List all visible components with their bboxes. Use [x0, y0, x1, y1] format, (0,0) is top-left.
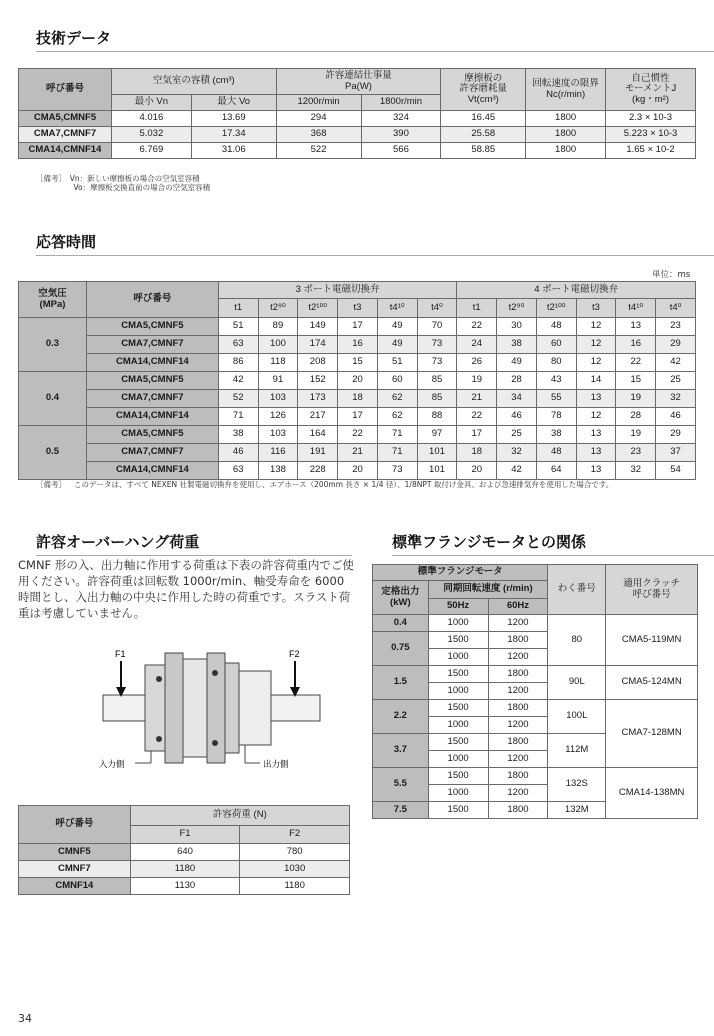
spec-cell-vmin: 5.032: [111, 127, 191, 143]
motor-speed-60hz: 1200: [488, 649, 548, 666]
motor-clutch: CMA5-119MN: [606, 615, 698, 666]
response-cell: 174: [298, 336, 338, 354]
spec-notes: [36, 174, 210, 193]
response-cell: 22: [457, 318, 497, 336]
response-cell: 38: [218, 426, 258, 444]
response-cell: 20: [338, 372, 378, 390]
spec-cell-inertia: 2.3 × 10-3: [606, 111, 696, 127]
motor-speed-60hz: 1200: [488, 751, 548, 768]
response-cell: 52: [218, 390, 258, 408]
response-row-name: CMA5,CMNF5: [86, 426, 218, 444]
response-cell: 49: [377, 318, 417, 336]
response-cell: 13: [576, 462, 616, 480]
motor-frame: 80: [548, 615, 606, 666]
spec-cell-p1200: 368: [276, 127, 361, 143]
response-cell: 78: [536, 408, 576, 426]
spec-cell-vmin: 4.016: [111, 111, 191, 127]
table-row: [19, 878, 350, 895]
spec-table: [18, 68, 696, 159]
response-cell: 48: [536, 318, 576, 336]
motor-speed-60hz: 1800: [488, 802, 548, 819]
response-cell: 14: [576, 372, 616, 390]
overhang-header-name: 呼び番号: [19, 806, 131, 844]
response-cell: 15: [616, 372, 656, 390]
response-cell: 55: [536, 390, 576, 408]
response-header-valve4: 4 ポート電磁切換弁: [457, 282, 696, 299]
response-cell: 12: [576, 318, 616, 336]
response-cell: 25: [497, 426, 537, 444]
overhang-paragraph: CMNF 形の入、出力軸に作用する荷重は下表の許容荷重内でご使用ください。許容荷重は回転数 1000r/min、軸受寿命を 6000 時間とし、入出力軸の中央に作用した時の荷重です。スラスト荷重は考慮していません。: [18, 558, 354, 620]
spec-note-line: ［備考］ Vn：新しい摩擦板の場合の空気室容積: [36, 174, 200, 183]
table-row: [19, 444, 696, 462]
response-cell: 64: [536, 462, 576, 480]
motor-clutch: CMA5-124MN: [606, 666, 698, 700]
response-cell: 63: [218, 336, 258, 354]
response-col-header: t4¹⁰: [377, 299, 417, 318]
response-cell: 63: [218, 462, 258, 480]
response-cell: 80: [536, 354, 576, 372]
table-row: [373, 615, 698, 632]
response-pressure: 0.5: [19, 426, 87, 480]
table-row: [373, 666, 698, 683]
response-cell: 15: [338, 354, 378, 372]
response-cell: 54: [656, 462, 696, 480]
motor-speed-50hz: 1000: [428, 649, 488, 666]
motor-header-motor: 標準フランジモータ: [373, 565, 548, 581]
response-cell: 23: [656, 318, 696, 336]
overhang-section-title: 許容オーバーハング荷重: [36, 531, 352, 556]
motor-output: 0.4: [373, 615, 429, 632]
response-col-header: t4⁰: [656, 299, 696, 318]
table-row: [19, 143, 696, 159]
motor-frame: 132S: [548, 768, 606, 802]
response-cell: 13: [576, 390, 616, 408]
response-row-name: CMA7,CMNF7: [86, 444, 218, 462]
spec-cell-p1200: 522: [276, 143, 361, 159]
motor-speed-50hz: 1500: [428, 768, 488, 785]
response-cell: 17: [338, 408, 378, 426]
spec-row-name: CMA5,CMNF5: [19, 111, 112, 127]
response-cell: 46: [656, 408, 696, 426]
table-row: [19, 861, 350, 878]
response-cell: 101: [417, 462, 457, 480]
spec-row-name: CMA14,CMNF14: [19, 143, 112, 159]
overhang-cell-f1: 1130: [130, 878, 240, 895]
response-pressure: 0.3: [19, 318, 87, 372]
motor-table: [372, 564, 698, 819]
table-row: [19, 390, 696, 408]
motor-speed-50hz: 1000: [428, 615, 488, 632]
response-cell: 17: [457, 426, 497, 444]
response-cell: 97: [417, 426, 457, 444]
motor-header-output: 定格出力 (kW): [373, 581, 429, 615]
spec-header-wear: 摩擦板の 許容磨耗量 Vt(cm³): [441, 69, 526, 111]
motor-speed-50hz: 1500: [428, 734, 488, 751]
overhang-row-name: CMNF5: [19, 844, 131, 861]
response-cell: 43: [536, 372, 576, 390]
response-cell: 164: [298, 426, 338, 444]
response-cell: 25: [656, 372, 696, 390]
response-cell: 208: [298, 354, 338, 372]
spec-cell-inertia: 1.65 × 10-2: [606, 143, 696, 159]
response-col-header: t3: [576, 299, 616, 318]
response-col-header: t4⁰: [417, 299, 457, 318]
motor-speed-60hz: 1800: [488, 734, 548, 751]
spec-section-title: 技術データ: [36, 27, 714, 52]
response-col-header: t1: [457, 299, 497, 318]
response-cell: 73: [417, 354, 457, 372]
input-side-label: 入力側: [99, 760, 125, 770]
response-cell: 37: [656, 444, 696, 462]
motor-clutch: CMA7-128MN: [606, 700, 698, 768]
response-cell: 73: [417, 336, 457, 354]
table-row: [19, 372, 696, 390]
overhang-header-f1: F1: [130, 826, 240, 844]
motor-section-title: 標準フランジモータとの関係: [392, 531, 714, 556]
f1-label: F1: [115, 649, 126, 659]
response-cell: 42: [497, 462, 537, 480]
response-cell: 88: [417, 408, 457, 426]
response-header-pressure: 空気圧 (MPa): [19, 282, 87, 318]
response-cell: 19: [457, 372, 497, 390]
motor-speed-60hz: 1200: [488, 785, 548, 802]
table-row: [19, 318, 696, 336]
spec-cell-vmax: 17.34: [191, 127, 276, 143]
response-cell: 49: [497, 354, 537, 372]
spec-cell-p1200: 294: [276, 111, 361, 127]
motor-speed-60hz: 1200: [488, 683, 548, 700]
motor-speed-50hz: 1000: [428, 683, 488, 700]
response-header-valve3: 3 ポート電磁切換弁: [218, 282, 457, 299]
spec-row-name: CMA7,CMNF7: [19, 127, 112, 143]
response-cell: 16: [616, 336, 656, 354]
spec-header-power-1800: 1800r/min: [361, 95, 441, 111]
response-cell: 13: [616, 318, 656, 336]
response-cell: 138: [258, 462, 298, 480]
motor-speed-50hz: 1500: [428, 802, 488, 819]
motor-output: 7.5: [373, 802, 429, 819]
response-cell: 71: [377, 426, 417, 444]
response-cell: 18: [457, 444, 497, 462]
spec-cell-speed: 1800: [526, 111, 606, 127]
spec-header-speed: 回転速度の限界 Nc(r/min): [526, 69, 606, 111]
response-cell: 118: [258, 354, 298, 372]
response-cell: 49: [377, 336, 417, 354]
response-cell: 103: [258, 390, 298, 408]
response-cell: 71: [377, 444, 417, 462]
response-cell: 152: [298, 372, 338, 390]
response-cell: 29: [656, 336, 696, 354]
motor-speed-50hz: 1000: [428, 751, 488, 768]
overhang-table: [18, 805, 350, 895]
response-table: [18, 281, 696, 480]
motor-speed-60hz: 1800: [488, 632, 548, 649]
response-cell: 21: [338, 444, 378, 462]
motor-speed-50hz: 1000: [428, 717, 488, 734]
response-cell: 89: [258, 318, 298, 336]
response-cell: 26: [457, 354, 497, 372]
motor-header-clutch: 適用クラッチ 呼び番号: [606, 565, 698, 615]
response-cell: 101: [417, 444, 457, 462]
spec-cell-vmax: 31.06: [191, 143, 276, 159]
response-note-text: このデータは、すべて NEXEN 社製電磁切換弁を使用し、エアホース（200mm 長さ × 1/4 径）、1/8NPT 取付け金具、および急速排気弁を使用した場合です。: [74, 480, 614, 489]
table-row: [19, 336, 696, 354]
response-cell: 28: [497, 372, 537, 390]
spec-cell-inertia: 5.223 × 10-3: [606, 127, 696, 143]
overhang-cell-f2: 780: [240, 844, 350, 861]
response-cell: 13: [576, 426, 616, 444]
response-row-name: CMA7,CMNF7: [86, 336, 218, 354]
response-cell: 51: [218, 318, 258, 336]
spec-cell-wear: 58.85: [441, 143, 526, 159]
motor-output: 0.75: [373, 632, 429, 666]
response-cell: 18: [338, 390, 378, 408]
response-cell: 12: [576, 336, 616, 354]
table-row: [19, 408, 696, 426]
motor-speed-60hz: 1200: [488, 717, 548, 734]
response-cell: 30: [497, 318, 537, 336]
response-cell: 24: [457, 336, 497, 354]
spec-cell-p1800: 566: [361, 143, 441, 159]
response-note: [36, 480, 696, 489]
response-note-label: ［備考］: [36, 480, 66, 489]
response-cell: 60: [377, 372, 417, 390]
motor-frame: 90L: [548, 666, 606, 700]
spec-cell-vmin: 6.769: [111, 143, 191, 159]
spec-header-volume-min: 最小 Vn: [111, 95, 191, 111]
response-col-header: t1: [218, 299, 258, 318]
table-row: [19, 426, 696, 444]
response-cell: 149: [298, 318, 338, 336]
spec-cell-p1800: 390: [361, 127, 441, 143]
overhang-header-f2: F2: [240, 826, 350, 844]
response-cell: 86: [218, 354, 258, 372]
response-cell: 60: [536, 336, 576, 354]
response-cell: 85: [417, 372, 457, 390]
response-cell: 32: [497, 444, 537, 462]
response-cell: 12: [576, 354, 616, 372]
response-cell: 38: [536, 426, 576, 444]
spec-header-volume-max: 最大 Vo: [191, 95, 276, 111]
overhang-cell-f2: 1180: [240, 878, 350, 895]
spec-cell-speed: 1800: [526, 127, 606, 143]
response-cell: 71: [218, 408, 258, 426]
response-cell: 46: [497, 408, 537, 426]
response-header-name: 呼び番号: [86, 282, 218, 318]
overhang-row-name: CMNF14: [19, 878, 131, 895]
motor-speed-60hz: 1800: [488, 700, 548, 717]
response-row-name: CMA14,CMNF14: [86, 408, 218, 426]
response-cell: 17: [338, 318, 378, 336]
response-cell: 100: [258, 336, 298, 354]
motor-speed-60hz: 1800: [488, 666, 548, 683]
response-cell: 20: [338, 462, 378, 480]
response-col-header: t2⁹⁰: [258, 299, 298, 318]
motor-output: 5.5: [373, 768, 429, 802]
response-cell: 28: [616, 408, 656, 426]
motor-header-50hz: 50Hz: [428, 599, 488, 615]
motor-output: 3.7: [373, 734, 429, 768]
response-cell: 42: [656, 354, 696, 372]
table-row: [373, 768, 698, 785]
response-col-header: t2¹⁰⁰: [536, 299, 576, 318]
response-col-header: t2¹⁰⁰: [298, 299, 338, 318]
response-cell: 217: [298, 408, 338, 426]
spec-header-name: 呼び番号: [19, 69, 112, 111]
response-cell: 73: [377, 462, 417, 480]
motor-frame: 132M: [548, 802, 606, 819]
table-row: [19, 844, 350, 861]
motor-speed-60hz: 1800: [488, 768, 548, 785]
response-cell: 191: [298, 444, 338, 462]
response-cell: 85: [417, 390, 457, 408]
response-cell: 19: [616, 390, 656, 408]
response-cell: 51: [377, 354, 417, 372]
motor-header-60hz: 60Hz: [488, 599, 548, 615]
response-cell: 32: [616, 462, 656, 480]
response-cell: 22: [457, 408, 497, 426]
response-col-header: t2⁹⁰: [497, 299, 537, 318]
response-cell: 62: [377, 390, 417, 408]
motor-output: 1.5: [373, 666, 429, 700]
spec-header-inertia: 自己慣性 モーメントJ (kg・m²): [606, 69, 696, 111]
output-side-label: 出力側: [263, 760, 289, 770]
overhang-cell-f1: 1180: [130, 861, 240, 878]
motor-speed-50hz: 1000: [428, 785, 488, 802]
motor-header-speed: 同期回転速度 (r/min): [428, 581, 548, 599]
motor-frame: 112M: [548, 734, 606, 768]
motor-frame: 100L: [548, 700, 606, 734]
response-cell: 91: [258, 372, 298, 390]
overhang-row-name: CMNF7: [19, 861, 131, 878]
response-unit: 単位：ms: [652, 270, 691, 280]
motor-speed-60hz: 1200: [488, 615, 548, 632]
f2-label: F2: [289, 649, 300, 659]
response-cell: 103: [258, 426, 298, 444]
response-pressure: 0.4: [19, 372, 87, 426]
spec-cell-vmax: 13.69: [191, 111, 276, 127]
spec-note-line: Vo：摩擦板交換直前の場合の空気室容積: [36, 183, 211, 193]
spec-cell-wear: 25.58: [441, 127, 526, 143]
response-cell: 19: [616, 426, 656, 444]
table-row: [19, 111, 696, 127]
spec-cell-p1800: 324: [361, 111, 441, 127]
spec-cell-wear: 16.45: [441, 111, 526, 127]
response-cell: 62: [377, 408, 417, 426]
spec-header-power: 許容連結仕事量 Pa(W): [276, 69, 441, 95]
motor-clutch: CMA14-138MN: [606, 768, 698, 819]
motor-speed-50hz: 1500: [428, 700, 488, 717]
motor-speed-50hz: 1500: [428, 666, 488, 683]
overhang-cell-f2: 1030: [240, 861, 350, 878]
response-cell: 173: [298, 390, 338, 408]
response-cell: 126: [258, 408, 298, 426]
motor-speed-50hz: 1500: [428, 632, 488, 649]
table-row: [19, 127, 696, 143]
response-cell: 16: [338, 336, 378, 354]
response-cell: 23: [616, 444, 656, 462]
overhang-header-load: 許容荷重 (N): [130, 806, 349, 826]
response-row-name: CMA14,CMNF14: [86, 354, 218, 372]
motor-output: 2.2: [373, 700, 429, 734]
response-cell: 116: [258, 444, 298, 462]
table-row: [19, 354, 696, 372]
motor-header-frame: わく番号: [548, 565, 606, 615]
response-col-header: t4¹⁰: [616, 299, 656, 318]
response-cell: 46: [218, 444, 258, 462]
spec-header-volume: 空気室の容積 (cm³): [111, 69, 276, 95]
response-cell: 42: [218, 372, 258, 390]
response-cell: 32: [656, 390, 696, 408]
response-cell: 70: [417, 318, 457, 336]
spec-header-power-1200: 1200r/min: [276, 95, 361, 111]
response-cell: 22: [616, 354, 656, 372]
response-cell: 21: [457, 390, 497, 408]
response-section-title: 応答時間: [36, 231, 714, 256]
table-row: [19, 462, 696, 480]
overhang-cell-f1: 640: [130, 844, 240, 861]
response-cell: 12: [576, 408, 616, 426]
response-cell: 48: [536, 444, 576, 462]
page-number: 34: [18, 1012, 32, 1025]
response-cell: 13: [576, 444, 616, 462]
response-row-name: CMA7,CMNF7: [86, 390, 218, 408]
response-cell: 38: [497, 336, 537, 354]
response-row-name: CMA5,CMNF5: [86, 372, 218, 390]
spec-cell-speed: 1800: [526, 143, 606, 159]
overhang-diagram: [95, 645, 345, 775]
response-col-header: t3: [338, 299, 378, 318]
response-cell: 22: [338, 426, 378, 444]
table-row: [373, 700, 698, 717]
response-cell: 228: [298, 462, 338, 480]
response-cell: 20: [457, 462, 497, 480]
response-row-name: CMA5,CMNF5: [86, 318, 218, 336]
response-row-name: CMA14,CMNF14: [86, 462, 218, 480]
response-cell: 34: [497, 390, 537, 408]
response-cell: 29: [656, 426, 696, 444]
